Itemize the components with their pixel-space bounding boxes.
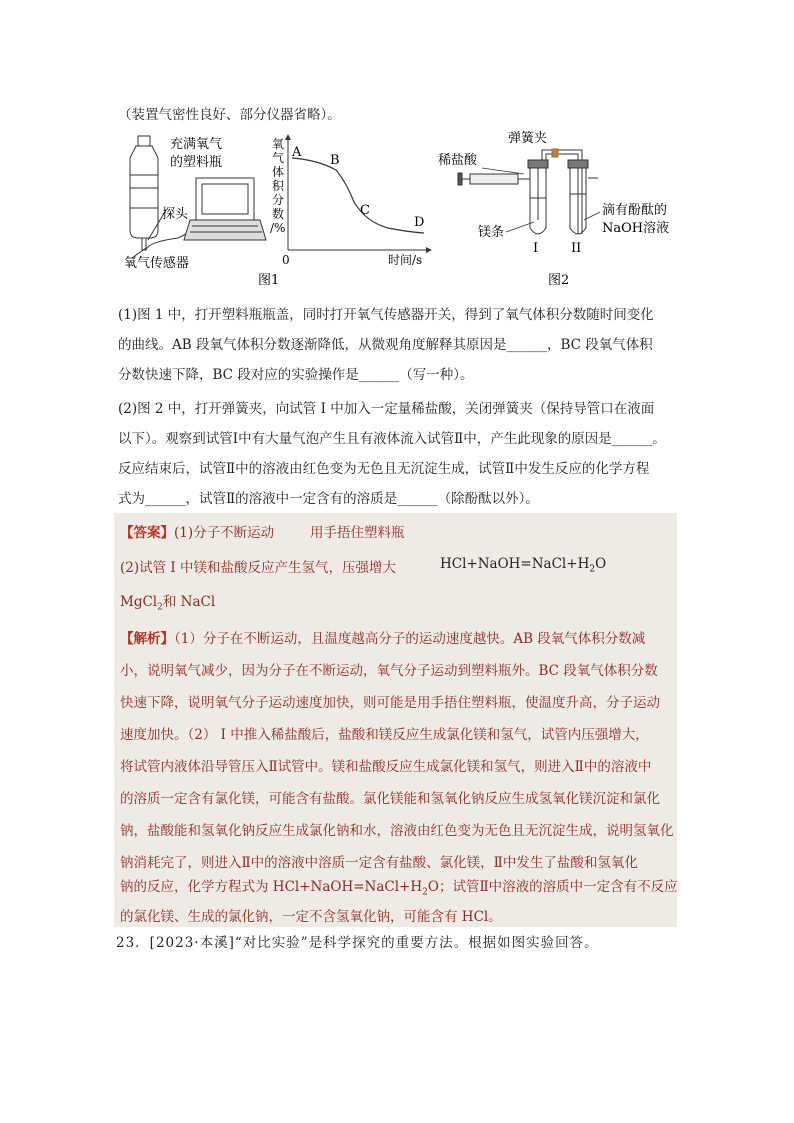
- y-axis-char-4: 积: [272, 179, 285, 193]
- tube-2-label: II: [571, 241, 582, 256]
- figure-1-caption: 图1: [258, 273, 280, 288]
- acid-label: 稀盐酸: [438, 153, 478, 168]
- analysis-line-7: 钠，盐酸能和氢氧化钠反应生成氯化钠和水，溶液由红色变为无色且无沉淀生成，说明氢氧化: [120, 823, 674, 839]
- y-axis-char-7: /%: [270, 221, 286, 235]
- analysis-line-1: [120, 627, 645, 647]
- point-d-label: D: [414, 215, 425, 230]
- analysis-text-9b: O；试管Ⅱ中溶液的溶质中一定含有不反应: [427, 879, 678, 895]
- bottle-label-2: 的塑料瓶: [170, 155, 223, 170]
- q2-line-1: (2)图 2 中，打开弹簧夹，向试管 I 中加入一定量稀盐酸，关闭弹簧夹（保持导管口在液面: [118, 401, 655, 417]
- intro-line: （装置气密性良好、部分仪器省略）。: [118, 107, 341, 123]
- point-a-label: A: [292, 145, 302, 160]
- oxygen-curve-graph: [285, 134, 432, 253]
- probe-label: 探头: [162, 207, 189, 222]
- y-axis-char-6: 数: [272, 207, 285, 221]
- bottle-label-1: 充满氧气: [170, 137, 223, 152]
- equation-subscript: 2: [589, 564, 596, 575]
- figure-2-caption: 图2: [548, 273, 570, 288]
- analysis-line-10: 的氯化镁、生成的氯化钠，一定不含氢氧化钠，可能含有 HCl。: [120, 909, 502, 925]
- naoh-label-2: NaOH溶液: [602, 221, 670, 236]
- answer-2-equation: [440, 556, 606, 575]
- tube-1-label: I: [533, 241, 539, 256]
- answer-tag: 【答案】: [120, 525, 174, 541]
- q1-line-2: 的曲线。AB 段氧气体积分数逐渐降低，从微观角度解释其原因是______，BC 段氧气体积: [118, 337, 653, 353]
- analysis-line-4: 速度加快。（2） I 中推入稀盐酸后，盐酸和镁反应生成氯化镁和氢气，试管内压强增大，: [120, 727, 649, 743]
- point-c-label: C: [360, 203, 370, 218]
- q2-line-3: 反应结束后，试管Ⅱ中的溶液由红色变为无色且无沉淀生成，试管Ⅱ中发生反应的化学方程: [118, 461, 650, 477]
- analysis-line-8: 钠消耗完了，则进入Ⅱ中的溶液中溶质一定含有盐酸、氯化镁，Ⅱ中发生了盐酸和氢氧化: [120, 855, 638, 871]
- answer-1b: 用手捂住塑料瓶: [310, 525, 405, 541]
- y-axis-char-5: 分: [272, 193, 285, 207]
- analysis-line-5: 将试管内液体沿导管压入Ⅱ试管中。镁和盐酸反应生成氯化镁和氢气，则进入Ⅱ中的溶液中: [120, 759, 652, 775]
- y-axis-char-3: 体: [272, 165, 285, 179]
- analysis-text-1: （1）分子在不断运动，且温度越高分子的运动速度越快。AB 段氧气体积分数减: [174, 631, 646, 647]
- analysis-subscript: 2: [422, 887, 428, 898]
- analysis-text-9a: 钠的反应，化学方程式为 HCl+NaOH=NaCl+H: [120, 879, 423, 895]
- apparatus-illustration: [458, 149, 598, 234]
- analysis-line-9: [120, 875, 678, 898]
- figure-2: [430, 128, 700, 292]
- plastic-bottle-illustration: [130, 136, 158, 250]
- y-axis-char-2: 气: [272, 151, 285, 165]
- mg-label: 镁条: [478, 225, 505, 240]
- clip-label: 弹簧夹: [508, 131, 548, 146]
- q1-line-3: 分数快速下降，BC 段对应的实验操作是______（写一种）。: [118, 367, 474, 383]
- equation-end: O: [595, 556, 607, 572]
- mgcl-end: 和 NaCl: [162, 594, 216, 610]
- answer-1: (1)分子不断运动: [174, 525, 275, 541]
- mgcl-text: MgCl: [120, 594, 158, 610]
- answer-line-1: [120, 521, 274, 541]
- figure-1: [118, 130, 438, 290]
- q2-line-4: 式为______，试管Ⅱ的溶液中一定含有的溶质是______（除酚酞以外）。: [118, 491, 539, 507]
- naoh-label-1: 滴有酚酞的: [602, 203, 668, 218]
- q2-line-2: 以下）。观察到试管Ⅰ中有大量气泡产生且有液体流入试管Ⅱ中，产生此现象的原因是______。: [118, 431, 666, 447]
- analysis-line-2: 小，说明氧气减少，因为分子在不断运动，氧气分子运动到塑料瓶外。BC 段氧气体积分数: [120, 663, 658, 679]
- origin-label: 0: [282, 253, 290, 267]
- q1-line-1: (1)图 1 中，打开塑料瓶瓶盖，同时打开氧气传感器开关，得到了氧气体积分数随时间变化: [118, 307, 654, 323]
- answer-2: (2)试管 I 中镁和盐酸反应产生氢气，压强增大: [120, 560, 397, 576]
- analysis-line-3: 快速下降，说明氧气分子运动速度加快，则可能是用手捂住塑料瓶，使温度升高，分子运动: [120, 695, 660, 711]
- sensor-label: 氧气传感器: [124, 256, 190, 271]
- next-question: 23．[2023·本溪]“对比实验”是科学探究的重要方法。根据如图实验回答。: [116, 935, 599, 951]
- mgcl-subscript: 2: [157, 602, 163, 613]
- answer-3: [120, 590, 215, 613]
- x-axis-label: 时间/s: [388, 253, 423, 267]
- point-b-label: B: [330, 153, 340, 168]
- equation-text: HCl+NaOH=NaCl+H: [440, 556, 590, 572]
- analysis-tag: 【解析】: [120, 631, 174, 647]
- analysis-line-6: 的溶质一定含有氯化镁，可能含有盐酸。氯化镁能和氢氧化钠反应生成氢氧化镁沉淀和氯化: [120, 791, 660, 807]
- y-axis-char-1: 氧: [272, 137, 285, 151]
